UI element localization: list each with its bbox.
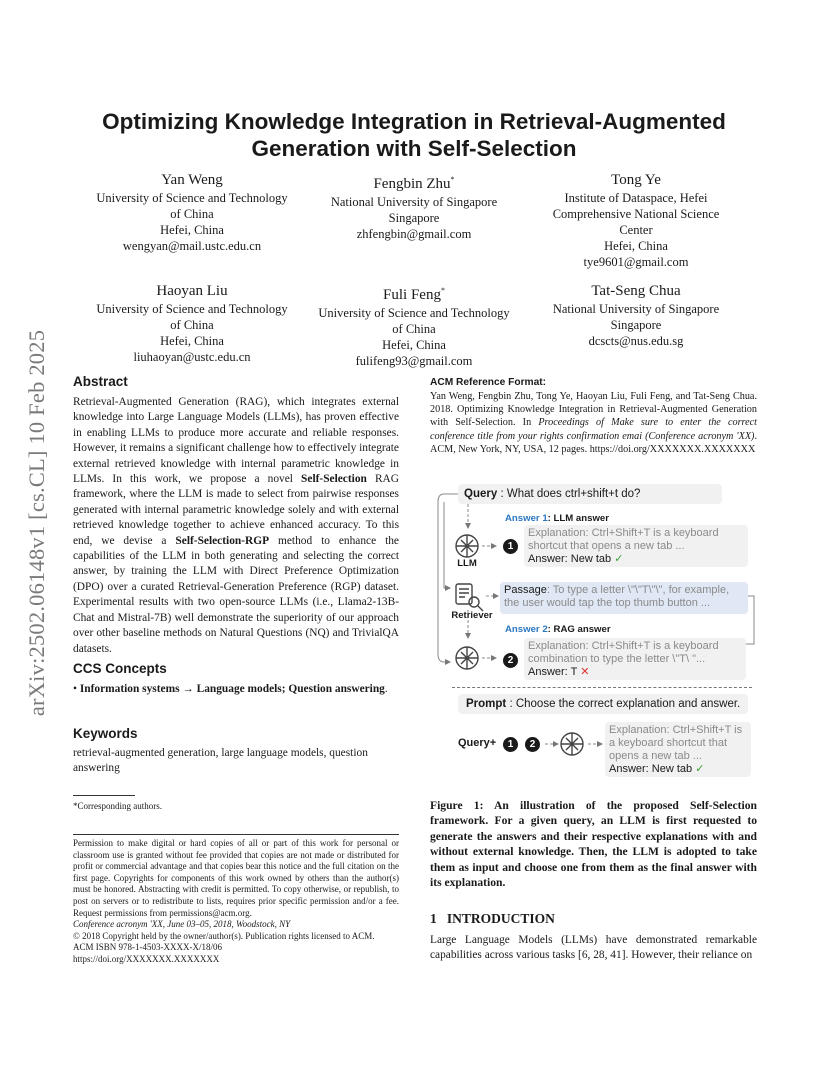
author-affiliation: Institute of Dataspace, Hefei: [564, 191, 708, 205]
author-email: fulifeng93@gmail.com: [355, 354, 473, 368]
figure-1-caption: [430, 798, 757, 890]
cross-icon: ✕: [580, 666, 590, 678]
isbn-line: ACM ISBN 978-1-4503-XXXX-X/18/06: [73, 942, 222, 953]
author-block: [296, 281, 532, 369]
author-block: [296, 170, 532, 242]
author-location: Hefei, China: [604, 239, 668, 253]
author-name: Haoyan Liu: [156, 283, 228, 299]
author-affiliation: of China: [392, 322, 436, 336]
introduction-section: [430, 911, 757, 964]
author-block: [74, 281, 310, 365]
permission-text: Permission to make digital or hard copies of all or part of this work for personal or classroom use is granted without fee provided that copies are not made or distributed for profit or commercial advantage and that copies bear this notice and the full citation on the first page. Copyrights for components of this work owned by others than the author(s) must be honored. Abstracting with credit is permitted. To copy otherwise, or republish, to post on servers or to redistribute to lists, requires prior specific permission and/or a fee. Request permissions from permissions@acm.org.: [73, 838, 399, 918]
author-email: liuhaoyan@ustc.edu.cn: [133, 350, 251, 364]
number-2-badge: 2: [525, 737, 540, 752]
author-affiliation: University of Science and Technology: [96, 191, 288, 205]
author-affiliation: Comprehensive National Science: [552, 207, 720, 221]
retriever-icon: [456, 584, 483, 611]
check-icon: ✓: [695, 763, 705, 775]
author-name: Tong Ye: [611, 172, 661, 188]
conference-line: Conference acronym 'XX, June 03–05, 2018, Woodstock, NY: [73, 919, 291, 930]
acm-reference-label: ACM Reference Format:: [430, 377, 547, 388]
corresponding-mark: *: [440, 286, 445, 295]
final-explanation: Explanation: Ctrl+Shift+T is a keyboard shortcut that opens a new tab ...: [609, 724, 743, 762]
retriever-label: Retriever: [451, 610, 493, 621]
keywords-heading: Keywords: [73, 726, 138, 741]
abstract-text: Retrieval-Augmented Generation (RAG), which integrates external knowledge into Large Language Models (LLMs), has proven effective in enabling LLMs to produce more accurate and reliable responses. However, it remains a significant challenge how to effectively integrate external retrieved knowledge with internal parametric knowledge in LLMs. In this work, we propose a novel Self-Selection RAG framework, where the LLM is made to select from pairwise responses generated with internal parametric knowledge solely and with external retrieved knowledge together to achieve enhanced accuracy. To this end, we devise a Self-Selection-RGP method to enhance the capabilities of the LLM in both generating and selecting the correct answer, by training the LLM with Direct Preference Optimization (DPO) over a curated Retrieval-Generation Preference (RGP) dataset. Experimental results with two open-source LLMs (i.e., Llama2-13B-Chat and Mistral-7B) well demonstrate the superiority of our approach over other baseline methods on Natural Questions (NQ) and TrivialQA datasets.: [73, 396, 399, 655]
author-affiliation: Center: [619, 223, 653, 237]
number-1-badge: 1: [503, 539, 518, 554]
answer-2-explanation: Explanation: Ctrl+Shift+T is a keyboard combination to type the letter \"T\ "...: [528, 640, 719, 665]
author-name: Yan Weng: [161, 172, 223, 188]
introduction-text: Large Language Models (LLMs) have demonstrated remarkable capabilities across various tasks [6, 28, 41]. However, their reliance on: [430, 934, 757, 962]
answer-1-box: [524, 525, 748, 567]
acm-reference: [430, 377, 757, 456]
author-name: Tat-Seng Chua: [591, 283, 681, 299]
abstract-heading: Abstract: [73, 374, 128, 389]
author-location: Hefei, China: [160, 223, 224, 237]
copyright-line: © 2018 Copyright held by the owner/author(s). Publication rights licensed to ACM.: [73, 930, 375, 941]
dashed-divider: [452, 687, 752, 688]
author-affiliation: of China: [170, 318, 214, 332]
author-affiliation: National University of Singapore: [552, 302, 720, 316]
author-email: zhfengbin@gmail.com: [356, 227, 472, 241]
number-1-badge: 1: [503, 737, 518, 752]
final-answer: Answer: New tab ✓: [609, 763, 705, 775]
llm-label: LLM: [457, 558, 477, 569]
footnote: [73, 801, 399, 813]
ccs-text: • Information systems → Language models; Question answering.: [73, 683, 388, 695]
llm-icon: [456, 535, 478, 557]
acm-reference-text: Yan Weng, Fengbin Zhu, Tong Ye, Haoyan Liu, Fuli Feng, and Tat-Seng Chua. 2018. Optimizing Knowledge Integration in Retrieval-Augmented Generation with Self-Selection. In Proceedings of Make sure to enter the correct conference title from your rights confirmation emai (Conference acronym 'XX). ACM, New York, NY, USA, 12 pages. https://doi.org/XXXXXXX.XXXXXXX: [430, 391, 757, 455]
footnote-rule: [73, 795, 135, 796]
prompt-box: Prompt : Choose the correct explanation and answer.: [458, 694, 748, 714]
final-answer-box: [605, 722, 751, 777]
query-plus-label: Query+: [458, 737, 497, 749]
author-name: Fengbin Zhu*: [373, 175, 455, 192]
paper-title: [60, 108, 768, 162]
llm-icon: [456, 647, 478, 669]
permission-block: [73, 838, 399, 966]
number-2-badge: 2: [503, 653, 518, 668]
arxiv-identifier: [22, 288, 52, 758]
author-affiliation: of China: [170, 207, 214, 221]
author-block: [518, 170, 754, 270]
author-email: wengyan@mail.ustc.edu.cn: [122, 239, 262, 253]
author-affiliation: University of Science and Technology: [318, 306, 510, 320]
author-name: Fuli Feng*: [383, 286, 445, 303]
figure-1: [430, 478, 760, 778]
title-line-2: Generation with Self-Selection: [251, 136, 577, 161]
author-location: Singapore: [610, 318, 662, 332]
author-block: [74, 170, 310, 254]
corresponding-mark: *: [450, 175, 455, 184]
author-email: tye9601@gmail.com: [583, 255, 689, 269]
doi-line: https://doi.org/XXXXXXX.XXXXXXX: [73, 953, 220, 964]
ccs-heading: CCS Concepts: [73, 661, 167, 676]
footnote-text: *Corresponding authors.: [73, 801, 162, 811]
answer-2-answer: Answer: T ✕: [528, 666, 590, 678]
permission-rule: [73, 834, 399, 835]
query-box: Query : What does ctrl+shift+t do?: [458, 484, 722, 504]
passage-box: Passage: To type a letter \"\"T\"\", for example, the user would tap the top thumb button ...: [500, 582, 748, 614]
author-location: Hefei, China: [382, 338, 446, 352]
keywords-section: [73, 726, 399, 777]
author-email: dcscts@nus.edu.sg: [588, 334, 684, 348]
answer-2-box: [524, 638, 746, 680]
keywords-text: retrieval-augmented generation, large language models, question answering: [73, 747, 368, 775]
author-affiliation: National University of Singapore: [330, 195, 498, 209]
check-icon: ✓: [614, 553, 624, 565]
author-location: Singapore: [388, 211, 440, 225]
answer-2-label: Answer 2: RAG answer: [505, 624, 611, 635]
caption-text: Figure 1: An illustration of the proposed Self-Selection framework. For a given query, an LLM is first requested to generate the answers and their respective explanations with and without external knowledge. Then, the LLM is adopted to take them as input and choose one from them as the final answer with its explanation.: [430, 799, 757, 890]
author-affiliation: University of Science and Technology: [96, 302, 288, 316]
abstract-section: [73, 374, 399, 657]
arxiv-id-text: arXiv:2502.06148v1 [cs.CL] 10 Feb 2025: [24, 329, 49, 717]
author-location: Hefei, China: [160, 334, 224, 348]
title-line-1: Optimizing Knowledge Integration in Retrieval-Augmented: [102, 109, 726, 134]
answer-1-explanation: Explanation: Ctrl+Shift+T is a keyboard shortcut that opens a new tab ...: [528, 527, 719, 552]
introduction-heading: 1 INTRODUCTION: [430, 911, 555, 926]
author-block: [518, 281, 754, 349]
llm-icon: [561, 733, 583, 755]
answer-1-label: Answer 1: LLM answer: [505, 513, 609, 524]
answer-1-answer: Answer: New tab ✓: [528, 553, 624, 565]
ccs-section: [73, 661, 399, 697]
